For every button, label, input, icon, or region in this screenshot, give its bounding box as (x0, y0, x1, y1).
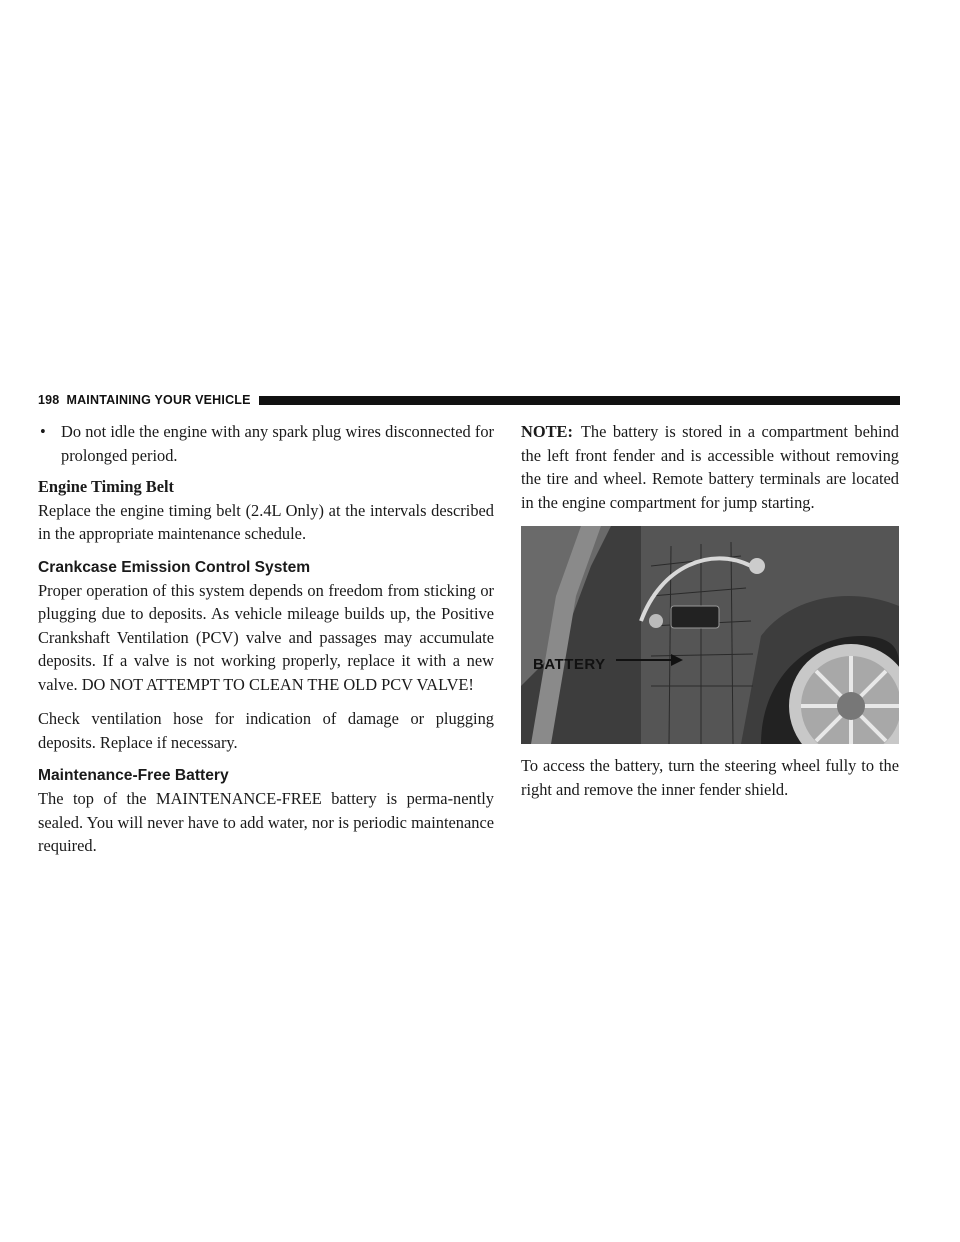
battery-body: The top of the MAINTENANCE-FREE battery is perma-nently sealed. You will never have to add water, nor is periodic maintenance required. (38, 789, 494, 855)
battery-label: BATTERY (533, 656, 606, 673)
crankcase-heading: Crankcase Emission Control System (38, 558, 311, 576)
bullet-icon: • (40, 422, 46, 441)
bullet-text: Do not idle the engine with any spark plug wires disconnected for prolonged period. (61, 422, 494, 465)
page-header (38, 392, 900, 408)
battery-location-figure (521, 526, 899, 744)
bullet-item (38, 420, 494, 467)
page-number: 198 (38, 393, 60, 407)
right-column (521, 420, 899, 812)
battery-heading: Maintenance-Free Battery (38, 767, 229, 784)
note-paragraph (521, 420, 899, 514)
crankcase-body: Proper operation of this system depends on freedom from sticking or plugging due to deposits. As vehicle mileage builds up, the Positive Crankshaft Ventilation (PCV) valve and passages may accumulate deposits. If a valve is not working properly, replace it with a new valve. DO NOT ATTEMPT TO CLEAN THE OLD PCV VALVE! (38, 580, 494, 694)
section-title: MAINTAINING YOUR VEHICLE (66, 393, 251, 407)
timing-belt-body: Replace the engine timing belt (2.4L Only) at the intervals described in the appropriate maintenance schedule. (38, 500, 494, 543)
access-paragraph: To access the battery, turn the steering wheel fully to the right and remove the inner fender shield. (521, 756, 899, 799)
left-column (38, 420, 494, 869)
header-rule (259, 396, 900, 405)
battery-illustration (521, 526, 899, 744)
note-label: NOTE: (521, 422, 573, 441)
ventilation-hose-body: Check ventilation hose for indication of damage or plugging deposits. Replace if necessary. (38, 709, 494, 752)
timing-belt-heading: Engine Timing Belt (38, 477, 175, 496)
note-text: The battery is stored in a compartment behind the left front fender and is accessible without removing the tire and wheel. Remote battery terminals are located in the engine compartment for jump starting. (521, 422, 899, 512)
